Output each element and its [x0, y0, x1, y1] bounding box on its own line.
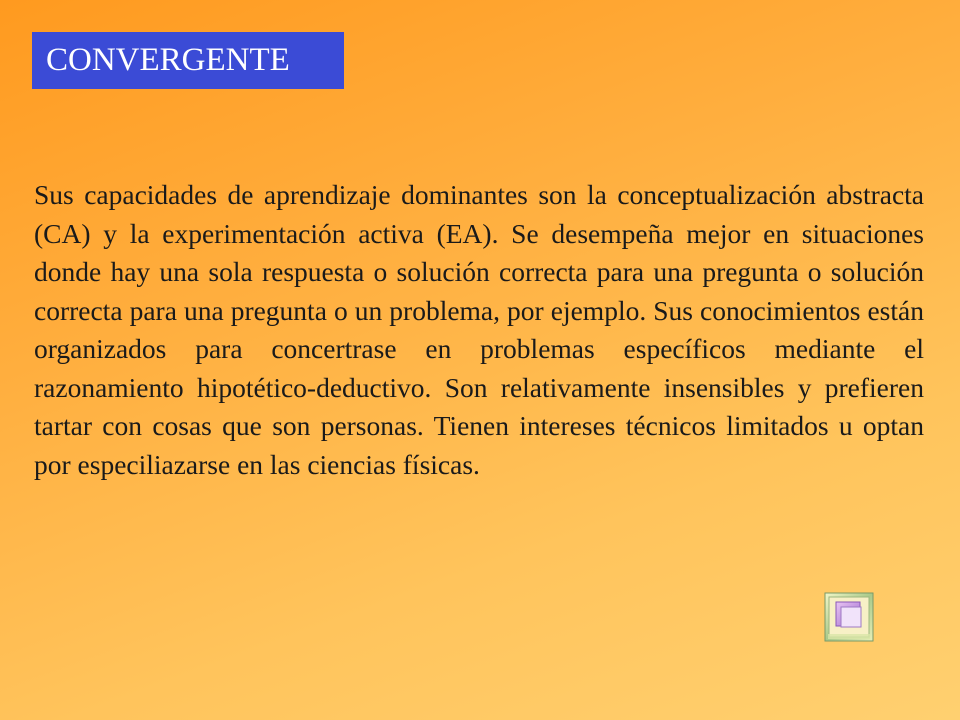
return-square-icon — [824, 592, 874, 642]
return-button[interactable] — [824, 592, 874, 642]
slide-title: CONVERGENTE — [32, 32, 344, 89]
slide-body-text: Sus capacidades de aprendizaje dominantes son la conceptualización abstracta (CA) y la experimentación activa (EA). Se desempeña mejor en situaciones donde hay una sola respuesta o solución correcta para una pregunta o solución correcta para una pregunta o un problema, por ejemplo. Sus conocimientos están organizados para concertrase en problemas específicos mediante el razonamiento hipotético-deductivo. Son relativamente insensibles y prefieren tartar con cosas que son personas. Tienen intereses técnicos limitados u optan por especiliazarse en las ciencias físicas. — [34, 179, 924, 480]
